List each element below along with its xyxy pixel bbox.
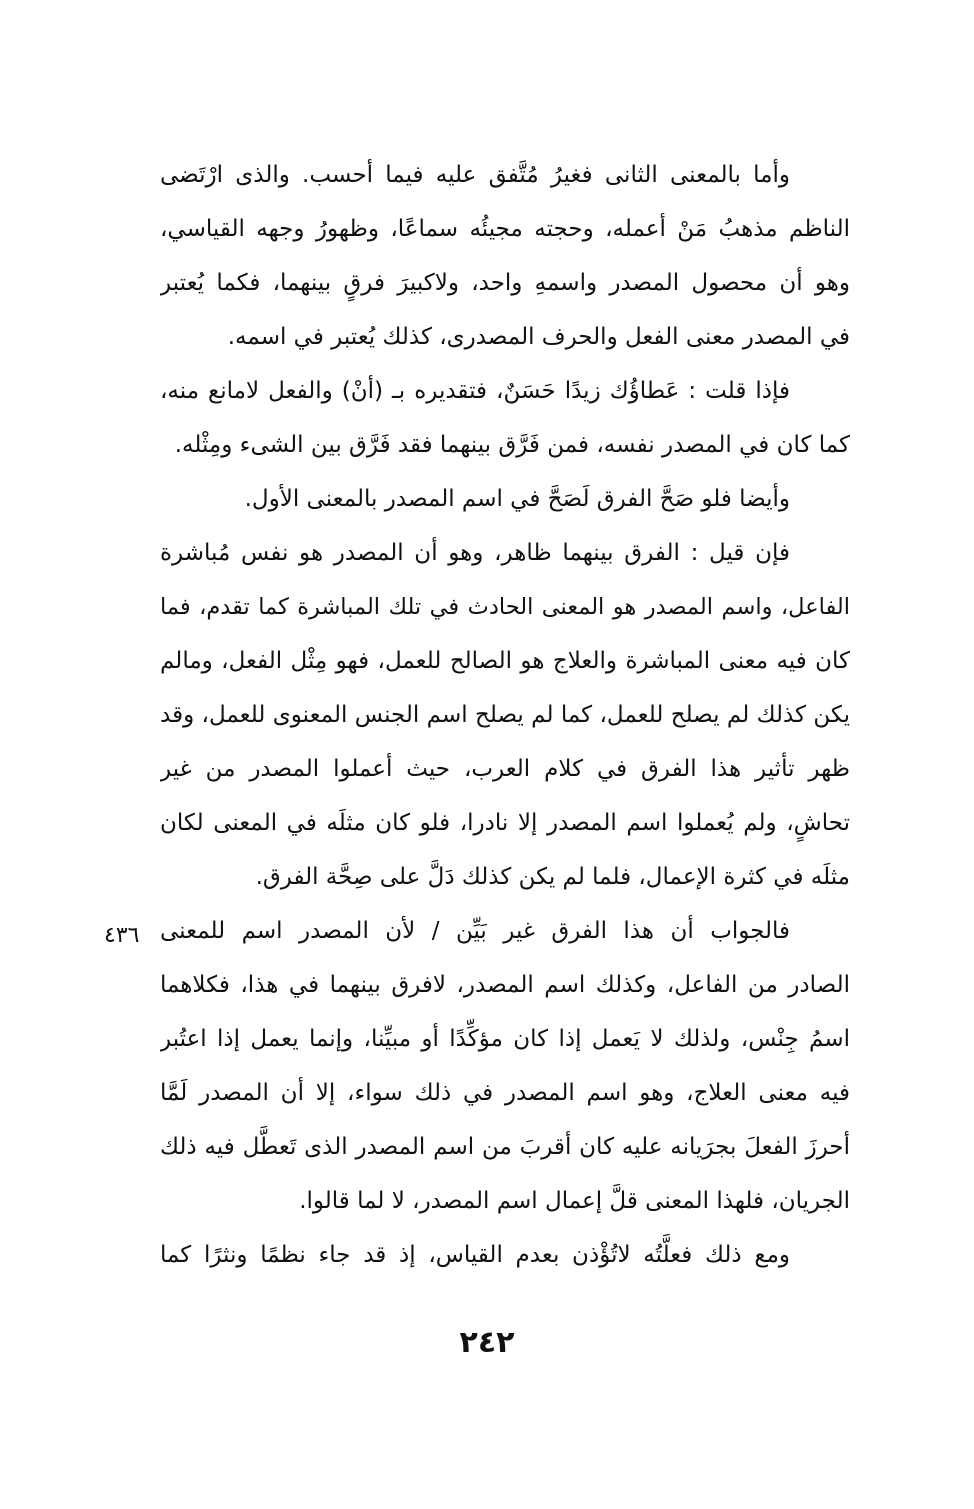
margin-folio-number: ٤٣٦ (104, 923, 140, 948)
text-line-20: الجريان، فلهذا المعنى قلَّ إعمال اسم المصدر، لا لما قالوا. (299, 1188, 850, 1214)
page-number: ٢٤٢ (459, 1325, 515, 1360)
text-line-6: كما كان في المصدر نفسه، فمن فَرَّق بينهما فقد فَرَّق بين الشىء ومِثْله. (174, 432, 850, 458)
text-line-11: يكن كذلك لم يصلح للعمل، كما لم يصلح اسم الجنس المعنوى للعمل، وقد (160, 702, 850, 728)
text-line-3: وهو أن محصول المصدر واسمهِ واحد، ولاكبيرَ فرقٍ بينهما، فكما يُعتبر (160, 270, 850, 296)
text-line-5: فإذا قلت : عَطاؤُك زيدًا حَسَنٌ، فتقديره بـ (أنْ) والفعل لامانع منه، (160, 378, 790, 404)
text-line-12: ظهر تأثير هذا الفرق في كلام العرب، حيث أعملوا المصدر من غير (160, 756, 850, 782)
text-line-7: وأيضا فلو صَحَّ الفرق لَصَحَّ في اسم المصدر بالمعنى الأول. (244, 486, 790, 512)
text-line-4: في المصدر معنى الفعل والحرف المصدرى، كذلك يُعتبر في اسمه. (227, 324, 850, 350)
text-line-9: الفاعل، واسم المصدر هو المعنى الحادث في تلك المباشرة كما تقدم، فما (160, 594, 850, 620)
text-line-16: الصادر من الفاعل، وكذلك اسم المصدر، لافرق بينهما في هذا، فكلاهما (160, 972, 850, 998)
text-line-8: فإن قيل : الفرق بينهما ظاهر، وهو أن المصدر هو نفس مُباشرة (160, 540, 790, 566)
text-line-21: ومع ذلك فعلَّتُه لاتُؤْذن بعدم القياس، إذ قد جاء نظمًا ونثرًا كما (160, 1242, 790, 1268)
text-line-14: مثلَه في كثرة الإعمال، فلما لم يكن كذلك دَلَّ على صِحَّة الفرق. (255, 864, 850, 890)
text-line-2: الناظم مذهبُ مَنْ أعمله، وحجته مجيئُه سماعًا، وظهورُ وجهه القياسي، (160, 216, 850, 242)
text-line-15: فالجواب أن هذا الفرق غير بَيِّن / لأن المصدر اسم للمعنى (160, 918, 790, 944)
text-line-1: وأما بالمعنى الثانى فغيرُ مُتَّفق عليه فيما أحسب. والذى ارْتَضى (160, 162, 790, 188)
text-line-17: اسمُ جِنْس، ولذلك لا يَعمل إذا كان مؤكِّدًا أو مبيِّنا، وإنما يعمل إذا اعتُبر (160, 1026, 850, 1052)
text-line-18: فيه معنى العلاج، وهو اسم المصدر في ذلك سواء، إلا أن المصدر لَمَّا (160, 1080, 850, 1106)
main-text (160, 148, 850, 1282)
text-line-13: تحاشٍ، ولم يُعملوا اسم المصدر إلا نادرا، فلو كان مثلَه في المعنى لكان (160, 810, 850, 836)
text-line-19: أحرزَ الفعلَ بجرَيانه عليه كان أقربَ من اسم المصدر الذى تَعطَّل فيه ذلك (160, 1134, 850, 1160)
text-line-10: كان فيه معنى المباشرة والعلاج هو الصالح للعمل، فهو مِثْل الفعل، ومالم (160, 648, 850, 674)
